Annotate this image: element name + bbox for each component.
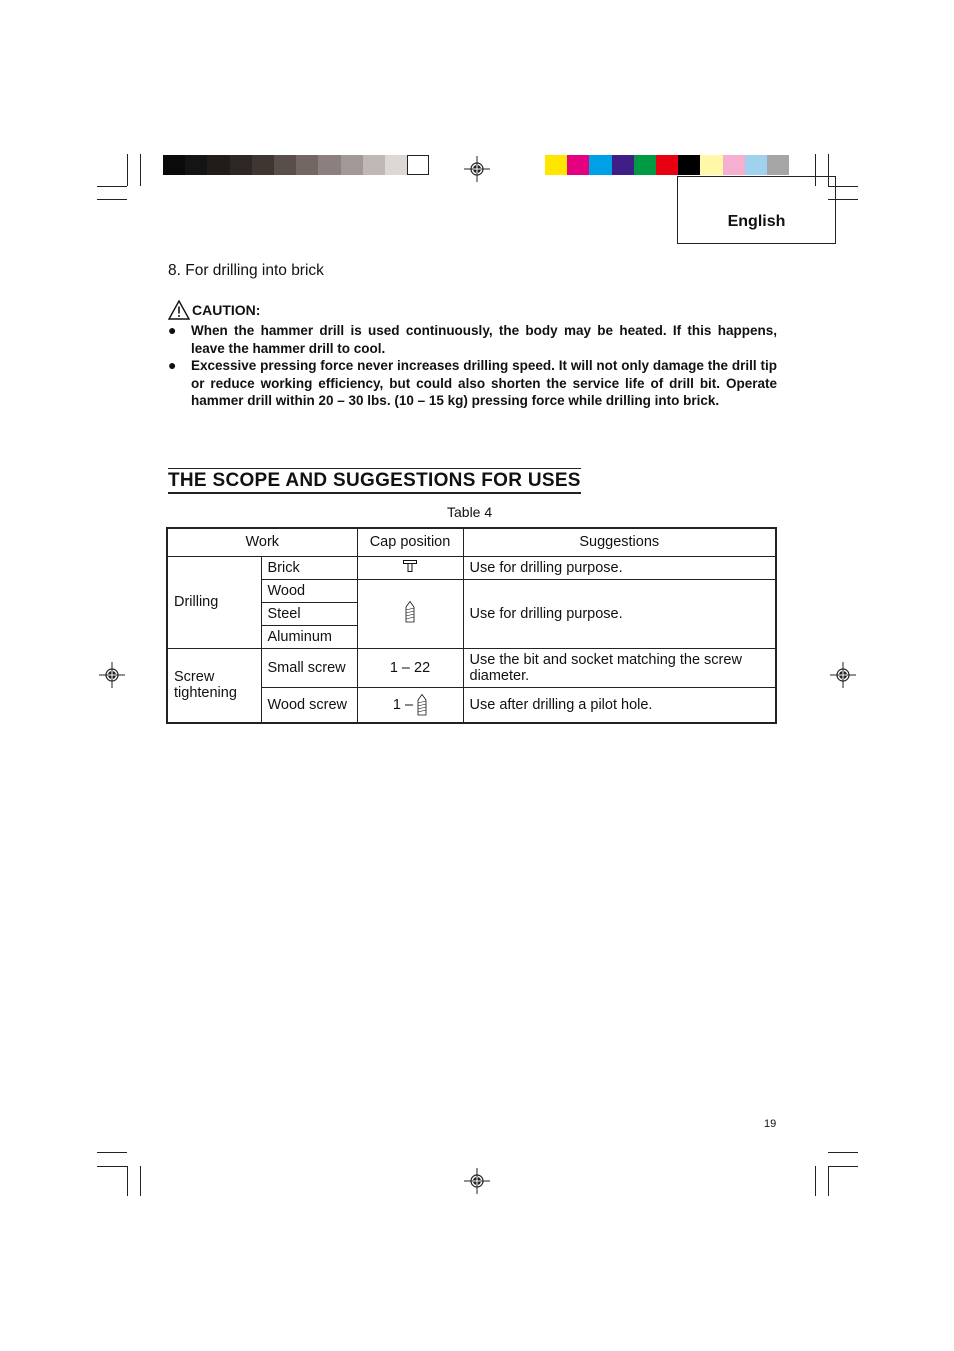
color-swatch: [163, 155, 185, 175]
drill-mode-icon: [417, 694, 427, 716]
material-wood: Wood: [261, 579, 357, 602]
cap-drill: [357, 579, 463, 648]
cap-brick: [357, 556, 463, 579]
material-small-screw: Small screw: [261, 648, 357, 687]
color-swatch: [318, 155, 340, 175]
caution-heading: [168, 300, 260, 320]
material-wood-screw: Wood screw: [261, 687, 357, 723]
category-screw-tightening: Screw tightening: [167, 648, 261, 723]
language-label: English: [727, 213, 786, 230]
cap-small-screw: 1 – 22: [357, 648, 463, 687]
cap-wood-screw: [357, 687, 463, 723]
category-drilling: Drilling: [167, 556, 261, 648]
usage-table: [166, 527, 777, 724]
crop-mark: [97, 199, 127, 200]
registration-mark-icon: [830, 662, 856, 688]
crop-mark: [140, 1166, 141, 1196]
crop-mark: [97, 1166, 127, 1167]
registration-mark-icon: [464, 156, 490, 182]
color-swatch: [745, 155, 767, 175]
warning-triangle-icon: [168, 300, 190, 320]
step-heading: 8. For drilling into brick: [168, 262, 324, 279]
color-swatch: [545, 155, 567, 175]
crop-mark: [140, 154, 141, 186]
registration-mark-icon: [464, 1168, 490, 1194]
crop-mark: [127, 1166, 128, 1196]
crop-mark: [97, 186, 127, 187]
header-work: Work: [167, 528, 357, 556]
suggestion-brick: Use for drilling purpose.: [463, 556, 776, 579]
table-header-row: [167, 528, 776, 556]
caution-bullet: [168, 357, 777, 410]
caution-bullet-text: When the hammer drill is used continuously, the body may be heated. If this happens, leave the hammer drill to cool.: [191, 323, 777, 356]
registration-mark-icon: [99, 662, 125, 688]
color-swatch: [567, 155, 589, 175]
color-swatch: [678, 155, 700, 175]
crop-mark: [97, 1152, 127, 1153]
cap-wood-screw-prefix: 1 –: [392, 696, 414, 713]
color-swatch: [723, 155, 745, 175]
color-swatch: [230, 155, 252, 175]
color-swatch: [634, 155, 656, 175]
color-swatch: [767, 155, 789, 175]
material-brick: Brick: [261, 556, 357, 579]
crop-mark: [828, 1152, 858, 1153]
crop-mark: [828, 1166, 829, 1196]
table-row: [167, 556, 776, 579]
color-swatch: [656, 155, 678, 175]
table-row: [167, 648, 776, 687]
header-cap-position: Cap position: [357, 528, 463, 556]
caution-bullet-text: Excessive pressing force never increases drilling speed. It will not only damage the drill tip or reduce working efficiency, but could also shorten the service life of drill bit. Operate hammer drill within 20 – 30 lbs. (10 – 15 kg) pressing force while drilling into brick.: [191, 358, 777, 408]
color-swatch: [385, 155, 407, 175]
caution-title: CAUTION:: [192, 302, 261, 318]
hammer-drill-mode-icon: [403, 560, 417, 572]
material-steel: Steel: [261, 602, 357, 625]
color-swatch: [207, 155, 229, 175]
suggestion-small-screw: Use the bit and socket matching the screw diameter.: [463, 648, 776, 687]
color-swatch: [612, 155, 634, 175]
color-swatch: [407, 155, 429, 175]
caution-bullet: [168, 322, 777, 357]
drill-mode-icon: [405, 601, 415, 623]
color-swatch: [274, 155, 296, 175]
color-swatch: [341, 155, 363, 175]
color-swatch: [252, 155, 274, 175]
color-swatch: [185, 155, 207, 175]
suggestion-wood-screw: Use after drilling a pilot hole.: [463, 687, 776, 723]
page-number: 19: [764, 1118, 777, 1130]
color-swatch: [296, 155, 318, 175]
crop-mark: [828, 1166, 858, 1167]
bullet-dot-icon: ●: [168, 357, 177, 373]
language-tab: [677, 176, 836, 244]
header-suggestions: Suggestions: [463, 528, 776, 556]
crop-mark: [815, 1166, 816, 1196]
color-swatch: [589, 155, 611, 175]
section-title: THE SCOPE AND SUGGESTIONS FOR USES: [168, 468, 581, 494]
material-aluminum: Aluminum: [261, 625, 357, 648]
color-swatch: [700, 155, 722, 175]
table-caption: Table 4: [447, 504, 493, 520]
bullet-dot-icon: ●: [168, 322, 177, 338]
color-swatch: [363, 155, 385, 175]
crop-mark: [127, 154, 128, 186]
suggestion-drilling: Use for drilling purpose.: [463, 579, 776, 648]
